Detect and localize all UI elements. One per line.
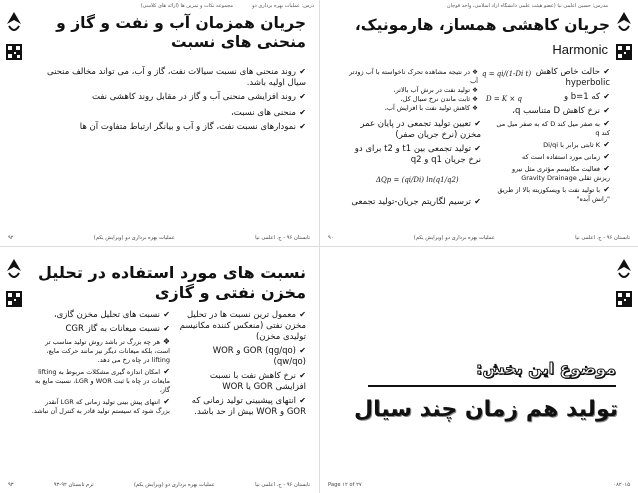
section-rule xyxy=(368,385,616,387)
footer-course: عملیات بهره برداری دو (ویرایش یکم) xyxy=(413,235,495,241)
list-item: ✔نمودارهای نسبت نفت، گاز و آب و بیانگر ارتباط متفاوت آن ها xyxy=(79,122,306,132)
list-item: ✔تعیین تولید تجمعی در پایان عمر مخزن (نرخ جریان صفر) xyxy=(360,119,481,140)
section-divider-slide xyxy=(320,247,638,492)
section-label: موضوع این بخش: xyxy=(476,359,616,378)
check-bullet-icon: ✔ xyxy=(299,92,306,101)
slide-title: جریان کاهشی همساز، هارمونیک، xyxy=(354,16,610,34)
list-item: ❖ تولید نفت در برش آب بالاتر، xyxy=(393,86,478,94)
list-item: ✔روند افزایشی منحنی آب و گاز در مقابل روند کاهشی نفت xyxy=(92,92,306,102)
check-bullet-icon: ✔ xyxy=(603,106,610,115)
check-bullet-icon: ✔ xyxy=(603,140,610,149)
check-bullet-icon: ✔ xyxy=(474,197,481,206)
footer-page-number: ۹۲ xyxy=(8,235,14,241)
check-bullet-icon: ✔ xyxy=(299,67,306,76)
bullet-list-right xyxy=(178,309,306,420)
check-bullet-icon: ✔ xyxy=(474,144,481,153)
check-bullet-icon: ✔ xyxy=(603,67,610,76)
footer-code: ۰۸۲۰۱۵ xyxy=(613,482,630,488)
list-item: ❖ ثابت ماندن نرخ سیال کل، xyxy=(400,95,478,103)
list-item: ✔انتهای پیش بینی تولید زمانی که LGR آنقدر بزرگ شود که سیستم تولید قادر به کنترل آن نباشد. xyxy=(31,397,170,415)
notes-list xyxy=(348,68,478,113)
list-item: ✔نسبت های تحلیل مخزن گازی، xyxy=(53,310,170,320)
bullet-list-left xyxy=(346,118,481,168)
slide-header: مدرس: حسین اعلمی نیا (عضو هیئت علمی دانشگاه آزاد اسلامی، واحد قوچان xyxy=(446,3,608,9)
university-logo-icon xyxy=(3,8,25,70)
slide-footer xyxy=(328,235,630,241)
slide-title: نسبت های مورد استفاده در تحلیل مخزن نفتی و گازی xyxy=(38,263,306,302)
check-bullet-icon: ✔ xyxy=(163,367,170,376)
check-bullet-icon: ✔ xyxy=(299,122,306,131)
slide-footer xyxy=(8,235,310,241)
header-course: درس: عملیات بهره برداری دو xyxy=(252,3,314,9)
check-bullet-icon: ✔ xyxy=(163,397,170,406)
check-bullet-icon: ✔ xyxy=(603,152,610,161)
slide-header xyxy=(30,3,314,9)
slide-ratios-analysis xyxy=(0,247,318,492)
university-logo-icon xyxy=(613,255,635,317)
footer-course: عملیات بهره برداری دو (ویرایش یکم) xyxy=(133,482,215,488)
list-item: ✔نرخ کاهش D متناسب q، xyxy=(512,106,610,116)
formula-decline-rate: D = K × q xyxy=(486,95,522,103)
list-item: ✔نرخ کاهش نفت با نسبت افزایشی GOR یا WOR xyxy=(209,371,306,392)
footer-page-of: Page ۱۲ of ۲۷ xyxy=(328,482,362,488)
check-bullet-icon: ✔ xyxy=(603,164,610,173)
list-item: ✔معمول ترین نسبت ها در تحلیل مخزن نفتی (منعکس کننده مکانیسم تولیدی مخزن) xyxy=(179,310,306,342)
list-item: ✔به صفر میل کند D که به صفر میل می کند q xyxy=(496,119,610,137)
check-bullet-icon: ✔ xyxy=(299,371,306,380)
list-item: ❖ کاهش تولید نفت با افزایش آب، xyxy=(384,104,478,112)
list-item: ✔تولید تجمعی بین t1 و t2 برای دو نرخ جریان q1 و q2 xyxy=(354,144,481,165)
section-title: تولید هم زمان چند سیال xyxy=(354,397,618,422)
list-item: ❖هر چه بزرگ تر باشد روش تولید مناسب تر است، بلکه میعانات دیگر نیز مانند حرکت مایع، lifting در چاه رخ می دهد. xyxy=(45,337,170,364)
slide-footer xyxy=(328,482,630,488)
header-series: مجموعه نکات و تمرین ها (ارائه های کلاسی) xyxy=(140,3,234,9)
check-bullet-icon: ✔ xyxy=(299,396,306,405)
slide-title: جریان همزمان آب و نفت و گاز و منحنی های نسبت xyxy=(56,14,306,51)
list-item: ❖ در نتیجه مشاهده تحرک ناخواسته با آب زودتر آب xyxy=(349,68,478,85)
university-logo-icon xyxy=(613,8,635,70)
footer-author: تابستان ۹۶ - ح. اعلمی نیا xyxy=(575,235,630,241)
footer-author: تابستان ۹۶ - ح. اعلمی نیا xyxy=(255,482,310,488)
list-item: ✔با تولید نفت با ویسکوزیته بالا از طریق "رانش آبده" xyxy=(497,185,610,203)
slide-harmonic-decline xyxy=(320,0,638,245)
list-item: ✔منحنی های نسبت، xyxy=(231,108,306,118)
check-bullet-icon: ✔ xyxy=(299,346,306,355)
slide-subtitle-en: Harmonic xyxy=(552,42,608,57)
check-bullet-icon: ✔ xyxy=(603,92,610,101)
list-item: ✔امکان اندازه گیری مشکلات مربوط به lifting مایعات در چاه با ثبت WOR و LGR، نسبت مایع به گاز، xyxy=(34,367,170,394)
check-bullet-icon: ❖ xyxy=(162,337,170,346)
list-item: ✔روند منحنی های نسبت سیالات نفت، گاز و آب، می تواند مخالف منحنی سیال اولیه باشد. xyxy=(47,67,306,88)
formula-cumulative: ΔQp = (qi/Di) ln(q1/q2) xyxy=(376,176,459,184)
footer-term: ترم تابستان ۹۲-۹۳ xyxy=(53,482,94,488)
list-item: ✔که b=1 و xyxy=(563,92,610,102)
list-item: ✔K ثابتی برابر با Di/qi xyxy=(543,140,610,149)
bullet-list-left-2 xyxy=(346,196,481,210)
footer-course: عملیات بهره برداری دو (ویرایش یکم) xyxy=(93,235,175,241)
list-item: ✔فعالیت مکانیسم مؤثری مثل نیرو ریزش ثقلی Gravity Drainage xyxy=(512,164,610,182)
list-item: ✔حالت خاص کاهش hyperbolic xyxy=(535,67,610,88)
check-bullet-icon: ✔ xyxy=(603,185,610,194)
list-item: ✔نسبت میعانات به گاز CGR xyxy=(65,324,170,334)
check-bullet-icon: ✔ xyxy=(299,108,306,117)
university-logo-icon xyxy=(3,255,25,317)
check-bullet-icon: ✔ xyxy=(474,119,481,128)
bullet-list-right xyxy=(495,66,610,206)
list-item: ✔انتهای پیشبینی تولید زمانی که GOR و WOR بیش از حد باشد. xyxy=(191,396,306,417)
slide-footer xyxy=(8,482,310,488)
formula-hyperbolic: q = qi/(1-Di t) xyxy=(482,70,532,78)
check-bullet-icon: ✔ xyxy=(299,310,306,319)
list-item: ✔GOR (qg/qo) و WOR (qw/qo) xyxy=(212,346,306,367)
check-bullet-icon: ✔ xyxy=(163,324,170,333)
list-item: ✔زمانی مورد استفاده است که xyxy=(522,152,610,161)
list-item: ✔ترسیم لگاریتم جریان-تولید تجمعی xyxy=(351,197,481,207)
footer-page-number: ۹۰ xyxy=(328,235,334,241)
bullet-list xyxy=(31,66,306,135)
check-bullet-icon: ✔ xyxy=(603,119,610,128)
footer-author: تابستان ۹۶ - ح. اعلمی نیا xyxy=(255,235,310,241)
bullet-list-left xyxy=(30,309,170,418)
footer-page-number: ۹۳ xyxy=(8,482,14,488)
check-bullet-icon: ✔ xyxy=(163,310,170,319)
slide-ratio-curves xyxy=(0,0,318,245)
